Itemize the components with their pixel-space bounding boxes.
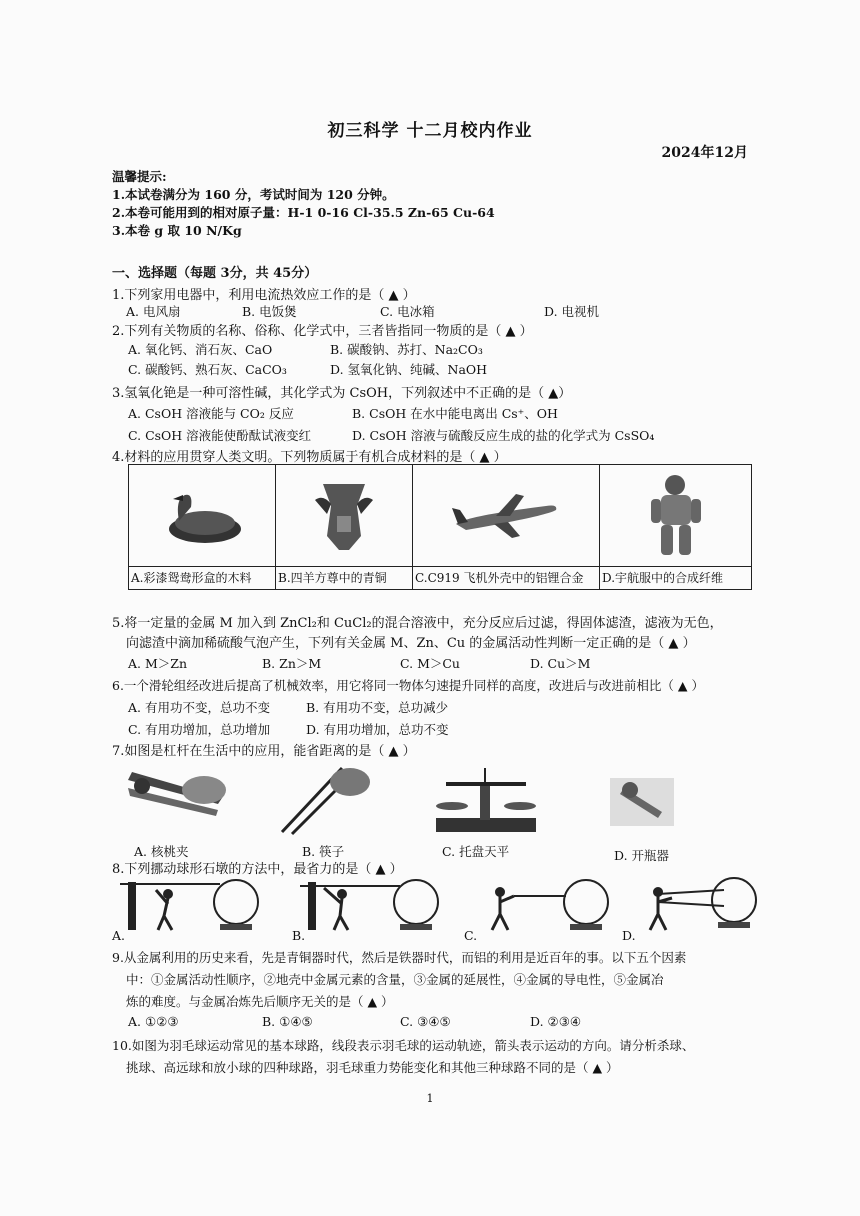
q1-option-b: B. 电饭煲 bbox=[242, 304, 297, 319]
q2-option-a: A. 氧化钙、消石灰、CaO bbox=[128, 342, 273, 357]
q2-option-b: B. 碳酸钠、苏打、Na₂CO₃ bbox=[330, 342, 483, 357]
q8-option-c: C. bbox=[464, 928, 478, 943]
q6-option-a: A. 有用功不变，总功不变 bbox=[128, 700, 270, 715]
q7-option-d: D. 开瓶器 bbox=[614, 848, 670, 863]
stone-push-c-image bbox=[470, 876, 620, 934]
question-10-stem-line2: 挑球、高远球和放小球的四种球路，羽毛球重力势能变化和其他三种球路不同的是（ ▲ ） bbox=[126, 1060, 619, 1075]
q8-option-d: D. bbox=[622, 928, 636, 943]
material-caption-b: B.四羊方尊中的青铜 bbox=[276, 566, 412, 589]
airplane-image bbox=[446, 486, 566, 546]
question-9-stem-line1: 9.从金属利用的历史来看，先是青铜器时代，然后是铁器时代，而铝的利用是近百年的事。以下五个因素 bbox=[112, 950, 687, 965]
tray-balance-image bbox=[426, 764, 546, 836]
q5-option-a: A. M＞Zn bbox=[128, 656, 188, 671]
question-10-stem-line1: 10.如图为羽毛球运动常见的基本球路，线段表示羽毛球的运动轨迹，箭头表示运动的方向。请分析杀球、 bbox=[112, 1038, 695, 1053]
chopsticks-image bbox=[272, 758, 382, 838]
stone-push-d-image bbox=[628, 876, 778, 934]
tips-heading: 温馨提示: bbox=[112, 169, 167, 184]
q3-option-c: C. CsOH 溶液能使酚酞试液变红 bbox=[128, 428, 312, 443]
q9-option-a: A. ①②③ bbox=[128, 1014, 179, 1029]
question-8-stem: 8.下列挪动球形石墩的方法中，最省力的是（ ▲ ） bbox=[112, 862, 403, 877]
q3-option-d: D. CsOH 溶液与硫酸反应生成的盐的化学式为 CsSO₄ bbox=[352, 428, 655, 443]
question-7-stem: 7.如图是杠杆在生活中的应用，能省距离的是（ ▲ ） bbox=[112, 744, 416, 759]
q6-option-b: B. 有用功不变，总功减少 bbox=[306, 700, 449, 715]
q9-option-c: C. ③④⑤ bbox=[400, 1014, 451, 1029]
duck-box-image bbox=[157, 481, 247, 551]
question-6-stem: 6.一个滑轮组经改进后提高了机械效率，用它将同一物体匀速提升同样的高度，改进后与改进前相比（ ▲ ） bbox=[112, 678, 704, 693]
page-title: 初三科学 十二月校内作业 bbox=[327, 121, 533, 141]
nutcracker-image bbox=[118, 760, 238, 830]
stone-push-a-image bbox=[116, 876, 276, 934]
tip-item: 3.本卷 g 取 10 N/Kg bbox=[112, 223, 242, 238]
exam-date: 2024年12月 bbox=[661, 145, 748, 161]
q3-option-a: A. CsOH 溶液能与 CO₂ 反应 bbox=[128, 406, 294, 421]
stone-push-b-image bbox=[296, 876, 456, 934]
question-5-stem-line2: 向滤渣中滴加稀硫酸气泡产生，下列有关金属 M、Zn、Cu 的金属活动性判断一定正确的是（ ▲ ） bbox=[126, 636, 696, 651]
q9-option-b: B. ①④⑤ bbox=[262, 1014, 313, 1029]
q5-option-c: C. M＞Cu bbox=[400, 656, 460, 671]
q5-option-b: B. Zn＞M bbox=[262, 656, 322, 671]
q7-option-c: C. 托盘天平 bbox=[442, 844, 510, 859]
q2-option-c: C. 碳酸钙、熟石灰、CaCO₃ bbox=[128, 362, 287, 377]
materials-table bbox=[128, 464, 752, 590]
question-3-stem: 3.氢氧化铯是一种可溶性碱，其化学式为 CsOH，下列叙述中不正确的是（ ▲） bbox=[112, 386, 572, 401]
question-2-stem: 2.下列有关物质的名称、俗称、化学式中，三者皆指同一物质的是（ ▲ ） bbox=[112, 324, 533, 339]
material-cell-d bbox=[600, 465, 752, 590]
q5-option-d: D. Cu＞M bbox=[530, 656, 591, 671]
question-1-stem: 1.下列家用电器中，利用电流热效应工作的是（ ▲ ） bbox=[112, 288, 416, 303]
q6-option-d: D. 有用功增加，总功不变 bbox=[306, 722, 449, 737]
question-9-stem-line3: 炼的难度。与金属冶炼先后顺序无关的是（ ▲ ） bbox=[126, 994, 394, 1009]
q3-option-b: B. CsOH 在水中能电离出 Cs⁺、OH bbox=[352, 406, 558, 421]
page-number: 1 bbox=[426, 1092, 434, 1105]
bottle-opener-image bbox=[604, 768, 684, 834]
q7-option-b: B. 筷子 bbox=[302, 844, 345, 859]
tips-block bbox=[112, 168, 495, 240]
q9-option-d: D. ②③④ bbox=[530, 1014, 582, 1029]
q6-option-c: C. 有用功增加，总功增加 bbox=[128, 722, 271, 737]
material-caption-c: C.C919 飞机外壳中的铝锂合金 bbox=[413, 566, 599, 589]
q1-option-d: D. 电视机 bbox=[544, 304, 600, 319]
q7-option-a: A. 核桃夹 bbox=[134, 844, 189, 859]
q8-option-a: A. bbox=[112, 928, 126, 943]
q1-option-c: C. 电冰箱 bbox=[380, 304, 435, 319]
bronze-zun-image bbox=[309, 476, 379, 556]
spacesuit-image bbox=[641, 471, 711, 561]
question-4-stem: 4.材料的应用贯穿人类文明。下列物质属于有机合成材料的是（ ▲ ） bbox=[112, 450, 507, 465]
material-caption-d: D.宇航服中的合成纤维 bbox=[600, 566, 751, 589]
material-caption-a: A.彩漆鸳鸯形盒的木料 bbox=[129, 566, 275, 589]
question-5-stem-line1: 5.将一定量的金属 M 加入到 ZnCl₂和 CuCl₂的混合溶液中，充分反应后过滤，得固体滤渣，滤液为无色， bbox=[112, 616, 723, 631]
material-cell-a bbox=[129, 465, 276, 590]
q2-option-d: D. 氢氧化钠、纯碱、NaOH bbox=[330, 362, 488, 377]
tip-item: 1.本试卷满分为 160 分，考试时间为 120 分钟。 bbox=[112, 187, 395, 202]
material-cell-c bbox=[413, 465, 600, 590]
q8-option-b: B. bbox=[292, 928, 306, 943]
tip-item: 2.本卷可能用到的相对原子量：H-1 0-16 Cl-35.5 Zn-65 Cu-64 bbox=[112, 205, 495, 220]
material-cell-b bbox=[276, 465, 413, 590]
q1-option-a: A. 电风扇 bbox=[126, 304, 181, 319]
question-9-stem-line2: 中：①金属活动性顺序，②地壳中金属元素的含量，③金属的延展性，④金属的导电性，⑤金属冶 bbox=[126, 972, 664, 987]
section-heading: 一、选择题（每题 3分，共 45分） bbox=[112, 266, 318, 281]
